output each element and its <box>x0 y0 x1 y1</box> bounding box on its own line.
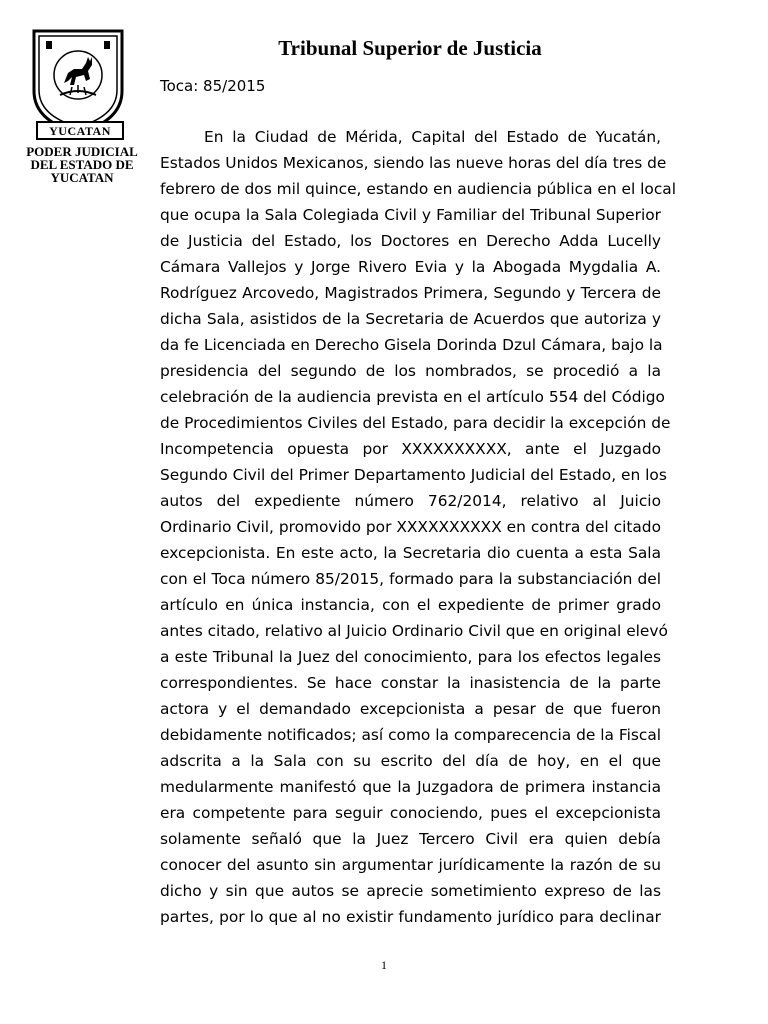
body-text-line: febrero de dos mil quince, estando en audiencia pública en el local <box>160 180 677 198</box>
body-text-line: Incompetencia opuesta por XXXXXXXXXX, ante el Juzgado <box>160 440 661 458</box>
seal-caption-line: PODER JUDICIAL <box>26 144 138 159</box>
body-text-line: adscrita a la Sala con su escrito del día de hoy, en el que <box>160 752 661 770</box>
body-text-line: Cámara Vallejos y Jorge Rivero Evia y la Abogada Mygdalia A. <box>160 258 661 276</box>
body-text-line: da fe Licenciada en Derecho Gisela Dorinda Dzul Cámara, bajo la <box>160 336 663 354</box>
seal-banner-text: YUCATAN <box>49 123 111 138</box>
yucatan-seal-logo <box>30 29 126 141</box>
body-text-line: antes citado, relativo al Juicio Ordinario Civil que en original elevó <box>160 622 668 640</box>
body-text-line: era competente para seguir conociendo, pues el excepcionista <box>160 804 661 822</box>
body-text-line: excepcionista. En este acto, la Secretaria dio cuenta a esta Sala <box>160 544 661 562</box>
page-number: 1 <box>381 958 387 972</box>
body-text-line: solamente señaló que la Juez Tercero Civil era quien debía <box>160 830 661 848</box>
body-text-line: partes, por lo que al no existir fundamento jurídico para declinar <box>160 908 661 926</box>
body-text-line: de Justicia del Estado, los Doctores en Derecho Adda Lucelly <box>160 232 661 250</box>
body-text-line: Rodríguez Arcovedo, Magistrados Primera, Segundo y Tercera de <box>160 284 661 302</box>
document-body <box>160 124 677 930</box>
body-text-line: que ocupa la Sala Colegiada Civil y Familiar del Tribunal Superior <box>160 206 661 224</box>
body-text-line: de Procedimientos Civiles del Estado, para decidir la excepción de <box>160 414 671 432</box>
body-text-line: conocer del asunto sin argumentar jurídicamente la razón de su <box>160 856 661 874</box>
seal-banner <box>36 121 124 140</box>
body-text-line: artículo en única instancia, con el expediente de primer grado <box>160 596 661 614</box>
body-text-line: En la Ciudad de Mérida, Capital del Estado de Yucatán, <box>204 128 661 146</box>
body-text-line: dicho y sin que autos se aprecie sometimiento expreso de las <box>160 882 661 900</box>
body-text-line: Segundo Civil del Primer Departamento Judicial del Estado, en los <box>160 466 667 484</box>
toca-reference: Toca: 85/2015 <box>160 77 266 95</box>
body-text-line: debidamente notificados; así como la comparecencia de la Fiscal <box>160 726 662 744</box>
body-text-line: autos del expediente número 762/2014, relativo al Juicio <box>160 492 661 510</box>
body-text-line: Estados Unidos Mexicanos, siendo las nueve horas del día tres de <box>160 154 667 172</box>
document-title: Tribunal Superior de Justicia <box>278 36 542 60</box>
body-text-line: dicha Sala, asistidos de la Secretaria de Acuerdos que autoriza y <box>160 310 661 328</box>
body-text-line: Ordinario Civil, promovido por XXXXXXXXXX en contra del citado <box>160 518 661 536</box>
body-text-line: correspondientes. Se hace constar la inasistencia de la parte <box>160 674 661 692</box>
seal-caption-line: YUCATAN <box>50 170 114 185</box>
body-text-line: celebración de la audiencia prevista en el artículo 554 del Código <box>160 388 665 406</box>
body-text-line: presidencia del segundo de los nombrados, se procedió a la <box>160 362 661 380</box>
body-text-line: medularmente manifestó que la Juzgadora de primera instancia <box>160 778 661 796</box>
body-text-line: a este Tribunal la Juez del conocimiento, para los efectos legales <box>160 648 661 666</box>
seal-caption-line: DEL ESTADO DE <box>30 157 134 172</box>
body-text-line: actora y el demandado excepcionista a pesar de que fueron <box>160 700 661 718</box>
body-text-line: con el Toca número 85/2015, formado para la substanciación del <box>160 570 661 588</box>
seal-caption <box>22 145 142 184</box>
